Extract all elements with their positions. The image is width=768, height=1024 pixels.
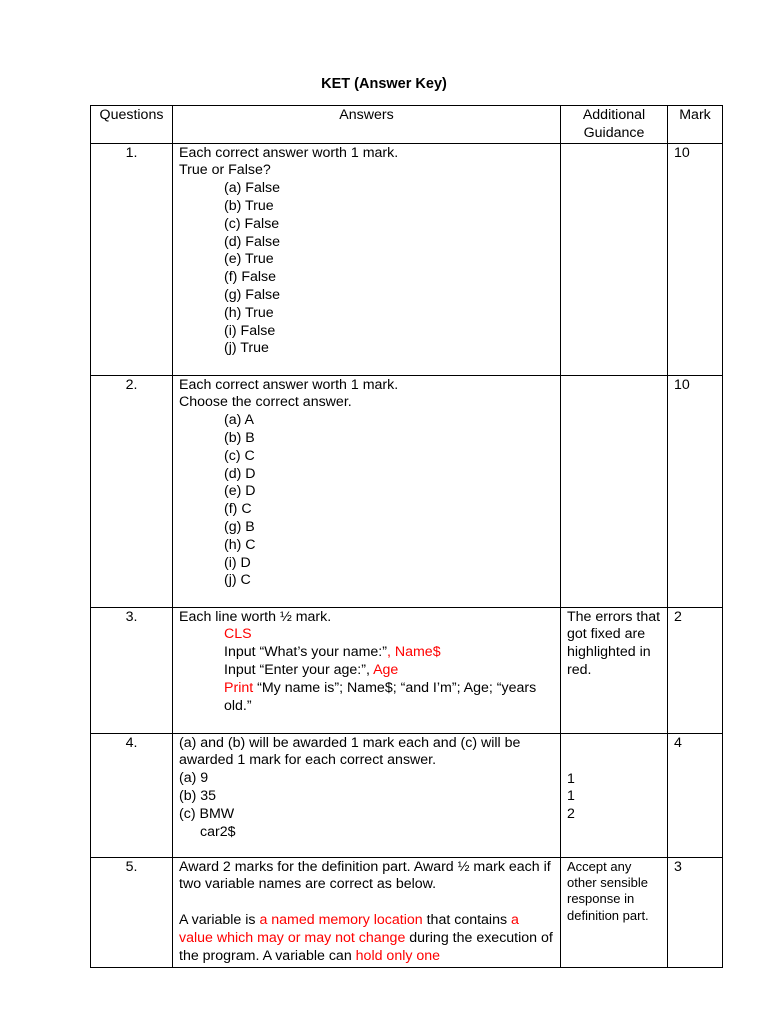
answer-key-table [90,105,723,968]
list-item: (c) C [224,447,255,464]
list-item: (j) True [224,340,269,357]
table-row [91,143,723,375]
list-item: (g) False [224,286,280,303]
code-text: Input “What’s your name:” [224,644,387,661]
question-number: 4. [91,733,173,857]
list-item: (g) B [224,518,255,535]
list-item: (d) D [224,465,256,482]
list-item: (b) True [224,197,274,214]
header-guidance: Additional Guidance [561,106,668,144]
list-item: (f) C [224,501,252,518]
code-line [179,662,554,680]
list-item: (i) D [224,554,251,571]
table-row [91,375,723,607]
list-item: (a) A [224,412,254,429]
list-item: (j) C [224,572,251,589]
list-item: (b) 35 [179,787,217,804]
guidance-value: 1 [567,770,575,787]
list-item: (e) True [224,251,274,268]
table-row [91,607,723,733]
table-row [91,857,723,967]
list-item: (i) False [224,322,276,339]
table-row [91,733,723,857]
guidance-cell: Accept any other sensible response in definition part. [561,857,668,967]
mark-cell: 2 [668,607,723,733]
question-number: 3. [91,607,173,733]
guidance-cell: The errors that got fixed are highlighted in red. [561,607,668,733]
code-text: “My name is”; Name$; “and I’m”; Age; “years old.” [224,679,537,714]
definition-part: during the execution of the program. A variable can [179,929,553,964]
key-phrase: a value which may or may not change [179,912,519,946]
question-number: 5. [91,857,173,967]
answer-cell [173,607,561,733]
list-item: car2$ [200,823,236,840]
corrected-text: Print [224,679,254,696]
key-phrase: hold only one [355,947,441,964]
mark-cell: 10 [668,375,723,607]
list-item: (c) False [224,215,280,232]
answer-intro: Award 2 marks for the definition part. Award ½ mark each if two variable names are correct as below. [179,858,551,893]
list-item: (e) D [224,483,256,500]
list-item: (d) False [224,233,280,250]
list-item: (a) False [224,180,280,197]
header-mark: Mark [668,106,723,144]
definition-part: that contains [422,912,512,929]
key-phrase: a named memory location [259,912,423,929]
corrected-text: Age [373,661,399,678]
definition-part: A variable is [179,912,260,929]
list-item: (a) 9 [179,770,209,787]
answer-intro: Choose the correct answer. [179,394,352,411]
header-answers: Answers [173,106,561,144]
answer-intro: (a) and (b) will be awarded 1 mark each and (c) will be awarded 1 mark for each correct answer. [179,734,521,769]
list-item: (h) C [224,536,256,553]
question-number: 2. [91,375,173,607]
list-item: (b) B [224,429,255,446]
answer-intro: Each line worth ½ mark. [179,608,332,625]
question-number: 1. [91,143,173,375]
answer-intro: True or False? [179,162,271,179]
list-item: (h) True [224,304,274,321]
page-title: KET (Answer Key) [321,76,447,92]
mark-cell: 3 [668,857,723,967]
definition-text [179,912,554,965]
guidance-value: 1 [567,788,575,805]
answer-cell [173,143,561,375]
table-header-row [91,106,723,144]
guidance-cell [561,375,668,607]
answer-intro: Each correct answer worth 1 mark. [179,376,399,393]
code-line [179,680,554,716]
mark-cell: 4 [668,733,723,857]
list-item: (c) BMW [179,805,235,822]
header-questions: Questions [91,106,173,144]
guidance-cell [561,733,668,857]
answer-intro: Each correct answer worth 1 mark. [179,144,399,161]
code-line [179,644,554,662]
guidance-value: 2 [567,806,575,823]
answer-cell [173,375,561,607]
mark-cell: 10 [668,143,723,375]
code-line: CLS [224,626,252,643]
code-text: Input “Enter your age:”, [224,661,374,678]
guidance-cell [561,143,668,375]
corrected-text: , Name$ [386,644,441,661]
answer-cell [173,733,561,857]
list-item: (f) False [224,269,277,286]
answer-cell [173,857,561,967]
